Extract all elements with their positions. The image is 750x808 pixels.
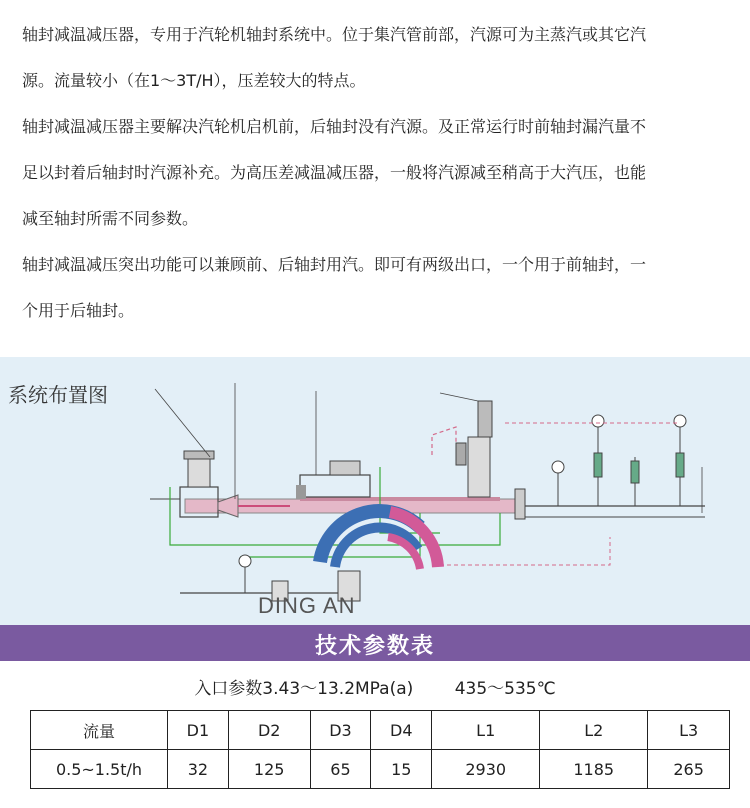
inlet-parameters [0,674,750,699]
table-cell: 1185 [540,750,648,789]
header-cell: 流量 [31,711,168,750]
table-cell: 2930 [432,750,540,789]
header-cell: D4 [371,711,432,750]
pressure-gauge [592,415,604,427]
table-cell: 125 [228,750,310,789]
table-header-row [31,711,730,750]
header-cell: L2 [540,711,648,750]
actuator-left [188,457,210,487]
header-cell: L3 [648,711,730,750]
header-cell: D1 [168,711,229,750]
diagram-title: 系统布置图 [8,383,108,407]
header-cell: D3 [310,711,371,750]
intro-line: 减至轴封所需不同参数。 [22,209,199,228]
logo-text: DING AN [258,593,356,618]
header-cell: D2 [228,711,310,750]
intro-line: 源。流量较小（在1～3T/H），压差较大的特点。 [22,71,366,90]
spec-banner [0,625,750,661]
outlet-flange [515,489,525,519]
table-cell: 0.5~1.5t/h [31,750,168,789]
table-cell: 65 [310,750,371,789]
table-cell: 265 [648,750,730,789]
system-layout-diagram [0,357,750,625]
pipe-highlight [300,497,500,501]
intro-line: 轴封减温减压器，专用于汽轮机轴封系统中。位于集汽管前部，汽源可为主蒸汽或其它汽 [22,25,647,44]
piping-schematic [0,357,750,625]
intro-text [22,0,734,334]
safety-valve [468,437,490,497]
table-row [31,750,730,789]
intro-line: 轴封减温减压突出功能可以兼顾前、后轴封用汽。即可有两级出口，一个用于前轴封，一 [22,255,647,274]
table-cell: 32 [168,750,229,789]
intro-line: 轴封减温减压器主要解决汽轮机启机前，后轴封没有汽源。及正常运行时前轴封漏汽量不 [22,117,647,136]
table-cell: 15 [371,750,432,789]
pressure-gauge [552,461,564,473]
banner-title: 技术参数表 [314,634,435,659]
inlet-pressure: 入口参数3.43～13.2MPa(a) [194,679,414,699]
intro-line: 个用于后轴封。 [22,301,135,320]
mixer-unit [300,475,370,497]
header-cell: L1 [432,711,540,750]
spec-table [30,710,730,789]
pressure-gauge [674,415,686,427]
intro-line: 足以封着后轴封时汽源补充。为高压差减温减压器，一般将汽源减至稍高于大汽压，也能 [22,163,647,182]
inlet-temperature: 435～535℃ [454,679,556,699]
